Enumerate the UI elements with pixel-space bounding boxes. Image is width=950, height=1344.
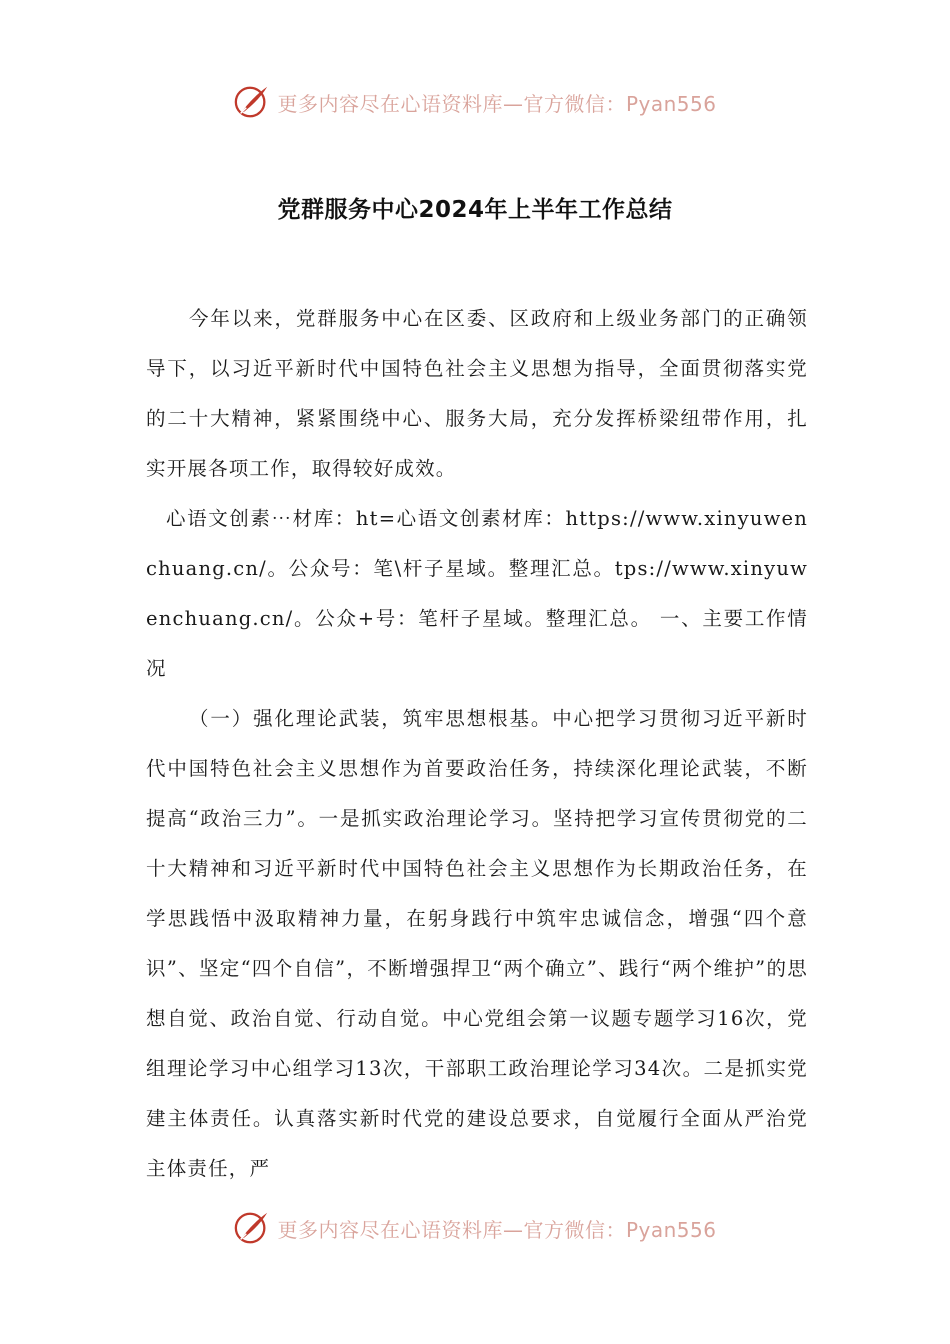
source-notice-paragraph xyxy=(146,494,808,694)
document-body xyxy=(146,294,808,1194)
header-watermark xyxy=(0,80,950,124)
section-heading: 一、主要工作情况 xyxy=(146,607,808,680)
quill-pen-logo-icon xyxy=(233,1209,271,1247)
source-notice-text: 心语文创素⋯材库：ht=心语文创素材库：https://www.xinyuwenchuang.cn/。公众号：笔\杆子星域。整理汇总。tps://www.xinyuwenchuang.cn/。公众+号：笔杆子星域。整理汇总。 xyxy=(146,507,808,630)
watermark-text: 更多内容尽在心语资料库—官方微信：Pyan556 xyxy=(277,1217,717,1242)
footer-watermark xyxy=(0,1206,950,1250)
watermark-text: 更多内容尽在心语资料库—官方微信：Pyan556 xyxy=(277,91,717,116)
section-one-paragraph: （一）强化理论武装，筑牢思想根基。中心把学习贯彻习近平新时代中国特色社会主义思想作为首要政治任务，持续深化理论武装，不断提高“政治三力”。一是抓实政治理论学习。坚持把学习宣传贯彻党的二十大精神和习近平新时代中国特色社会主义思想作为长期政治任务，在学思践悟中汲取精神力量，在躬身践行中筑牢忠诚信念，增强“四个意识”、坚定“四个自信”，不断增强捍卫“两个确立”、践行“两个维护”的思想自觉、政治自觉、行动自觉。中心党组会第一议题专题学习16次，党组理论学习中心组学习13次，干部职工政治理论学习34次。二是抓实党建主体责任。认真落实新时代党的建设总要求，自觉履行全面从严治党主体责任，严 xyxy=(146,707,808,1180)
quill-pen-logo-icon xyxy=(233,83,271,121)
document-title: 党群服务中心2024年上半年工作总结 xyxy=(277,197,673,224)
intro-paragraph: 今年以来，党群服务中心在区委、区政府和上级业务部门的正确领导下，以习近平新时代中国特色社会主义思想为指导，全面贯彻落实党的二十大精神，紧紧围绕中心、服务大局，充分发挥桥梁纽带作用，扎实开展各项工作，取得较好成效。 xyxy=(146,307,808,480)
